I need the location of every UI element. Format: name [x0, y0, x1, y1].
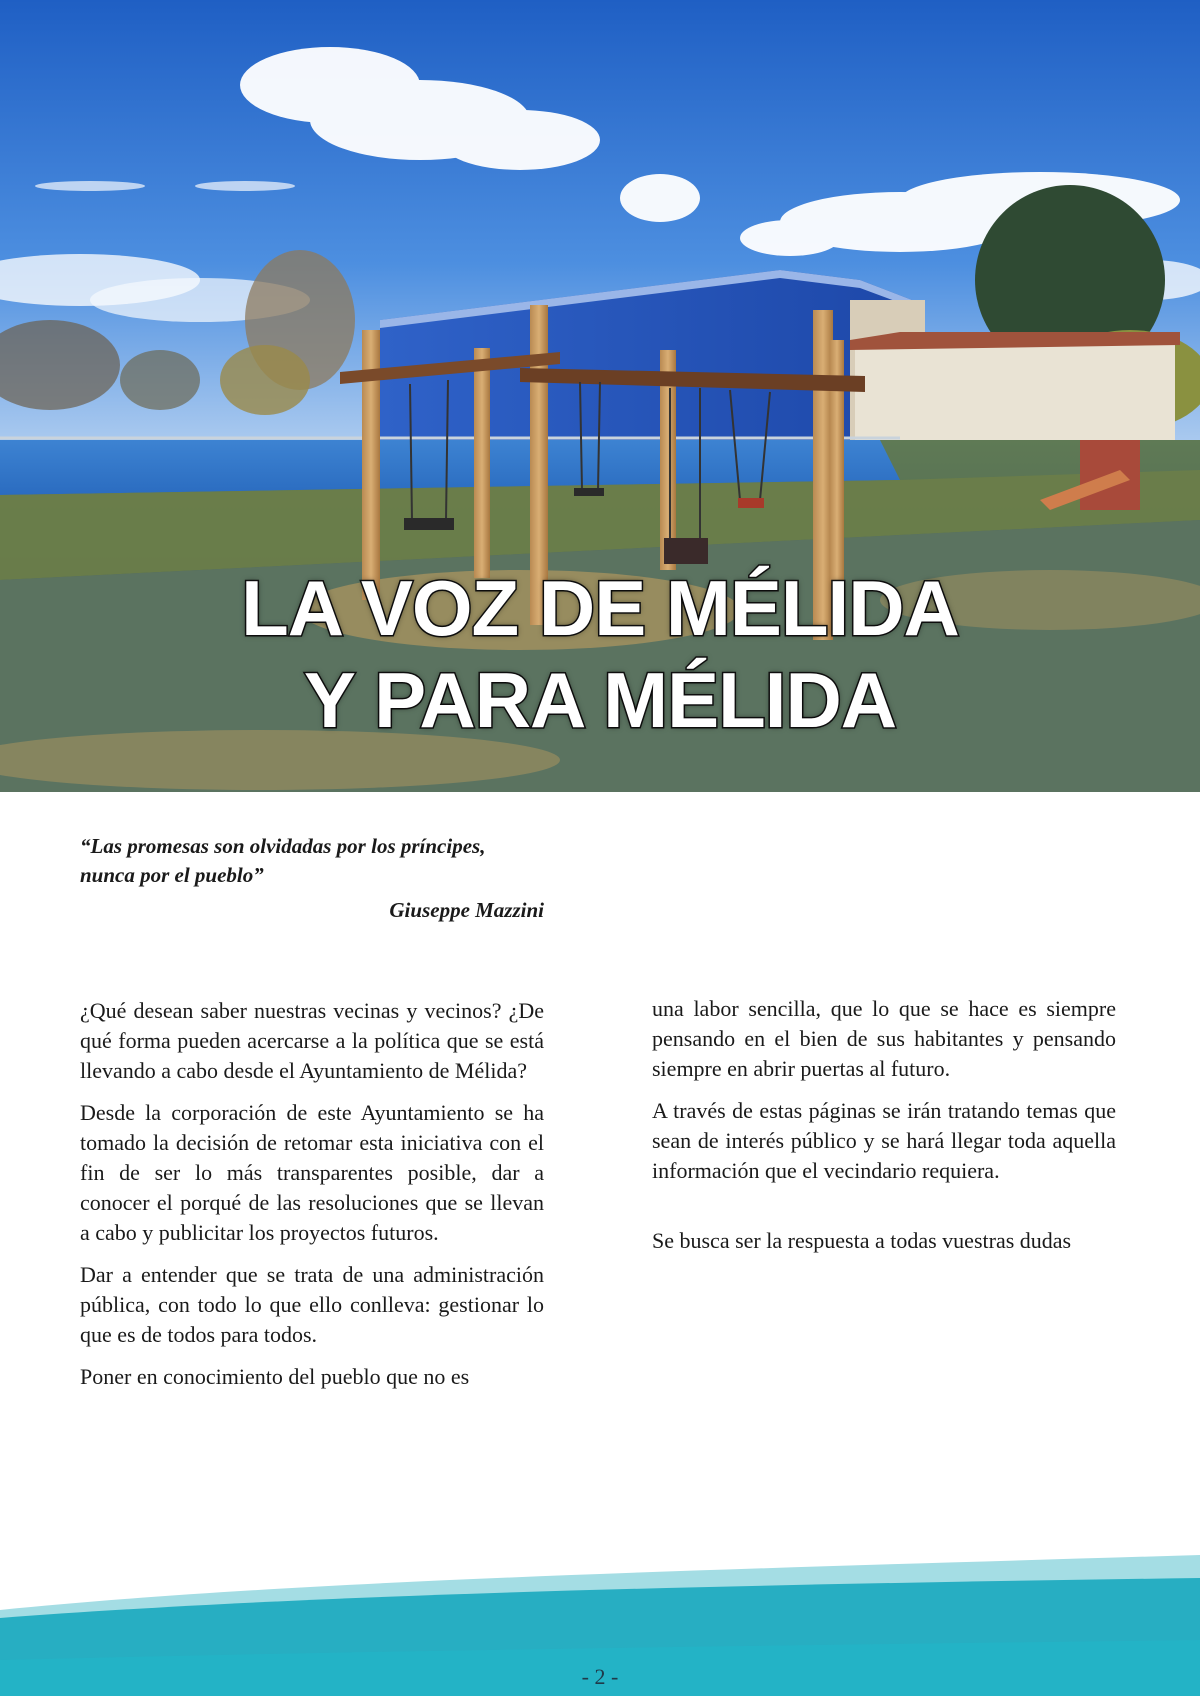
body-column-left	[80, 996, 544, 1404]
body-column-right	[652, 994, 1116, 1268]
title-line-2: Y PARA MÉLIDA	[303, 656, 897, 744]
paragraph: ¿Qué desean saber nuestras vecinas y vecinos? ¿De qué forma pueden acercarse a la política que se está llevando a cabo desde el Ayuntamiento de Mélida?	[80, 998, 544, 1083]
paragraph: Desde la corporación de este Ayuntamiento se ha tomado la decisión de retomar esta iniciativa con el fin de ser lo más transparentes posible, dar a conocer el porqué de las resoluciones que se llevan a cabo y publicitar los proyectos futuros.	[80, 1100, 544, 1245]
quote-line-1: “Las promesas son olvidadas por los príncipes,	[80, 834, 486, 858]
paragraph: Poner en conocimiento del pueblo que no es	[80, 1364, 470, 1389]
page-title	[0, 562, 1200, 746]
paragraph: A través de estas páginas se irán tratando temas que sean de interés público y se hará llegar toda aquella información que el vecindario requiera.	[652, 1098, 1116, 1183]
paragraph: Dar a entender que se trata de una administración pública, con todo lo que ello conlleva: gestionar lo que es de todos para todos.	[80, 1262, 544, 1347]
hero-photo	[0, 0, 1200, 792]
quote-line-2: nunca por el pueblo”	[80, 863, 264, 887]
page-number: - 2 -	[581, 1664, 619, 1689]
epigraph-quote	[80, 832, 544, 925]
paragraph: Se busca ser la respuesta a todas vuestras dudas	[652, 1228, 1072, 1253]
quote-author: Giuseppe Mazzini	[389, 898, 544, 922]
paragraph: una labor sencilla, que lo que se hace es siempre pensando en el bien de sus habitantes y pensando siempre en abrir puertas al futuro.	[652, 996, 1116, 1081]
title-line-1: LA VOZ DE MÉLIDA	[241, 564, 959, 652]
